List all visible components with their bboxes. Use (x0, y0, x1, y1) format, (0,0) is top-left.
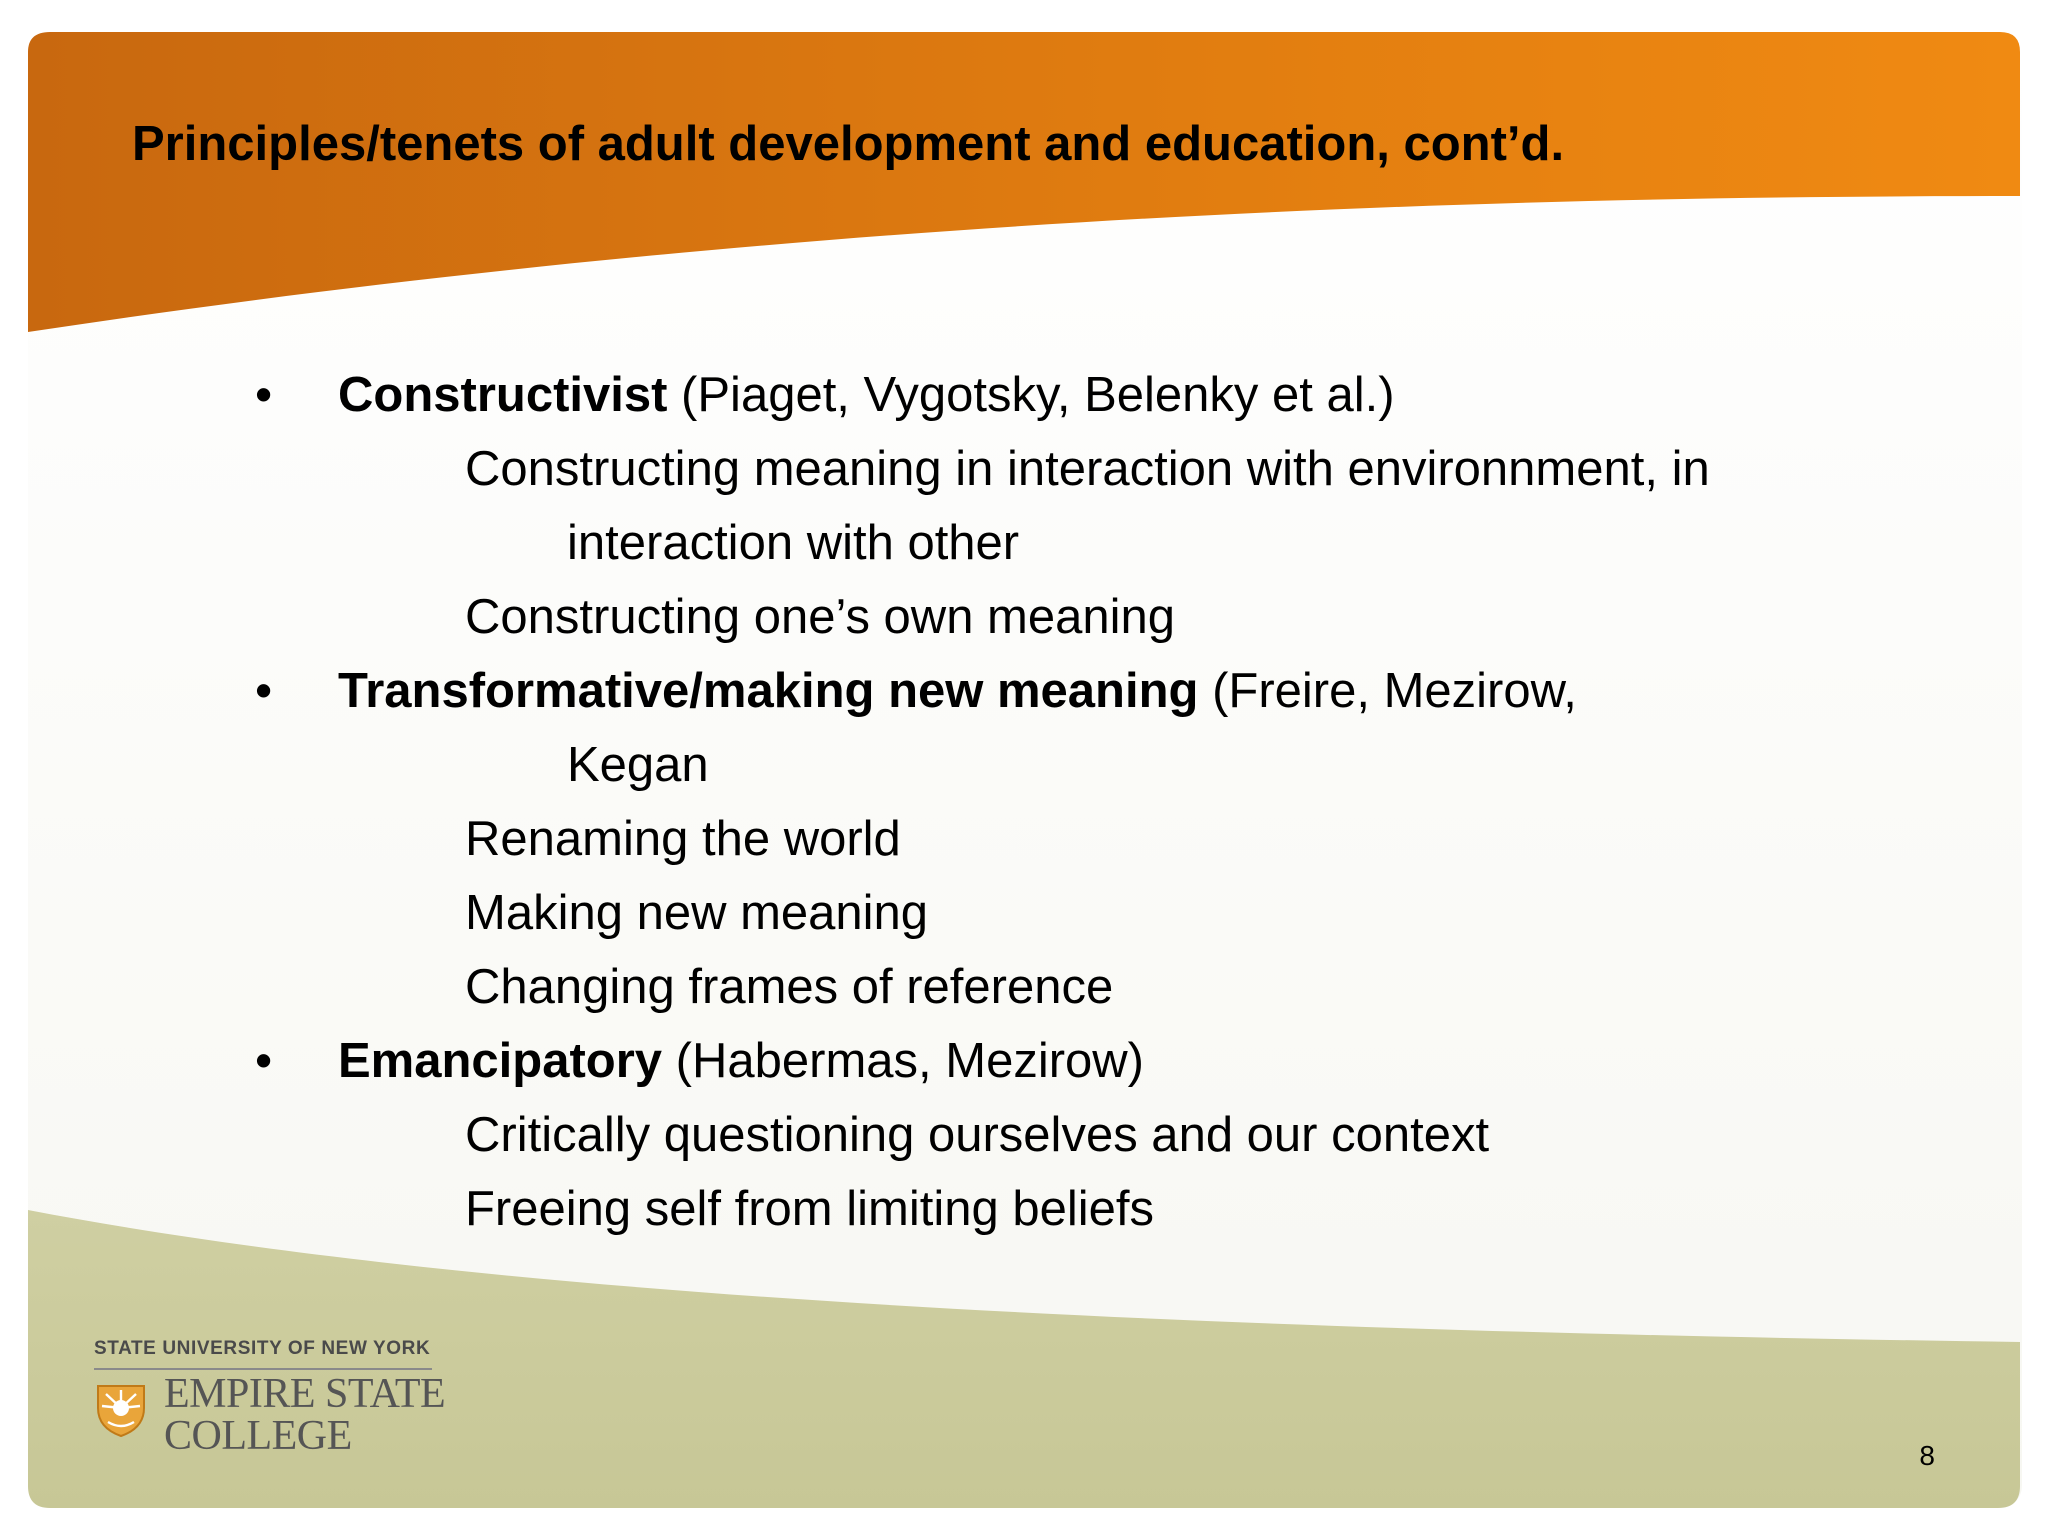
bullet-authors: (Piaget, Vygotsky, Belenky et al.) (667, 368, 1395, 422)
bullet-item-transformative (255, 654, 1895, 728)
bullet-continuation: Kegan (567, 738, 709, 792)
logo-name-line1: EMPIRE STATE (164, 1371, 446, 1417)
bullet-marker: • (255, 1034, 273, 1088)
slide-content (255, 358, 1895, 1246)
bullet-marker: • (255, 664, 273, 718)
bullet-text (338, 1024, 1144, 1098)
sunburst-shield-icon (94, 1378, 148, 1438)
sub-item: Critically questioning ourselves and our context (465, 1108, 1490, 1162)
sub-item: Constructing one’s own meaning (465, 590, 1176, 644)
logo-university-line: STATE UNIVERSITY OF NEW YORK (94, 1338, 431, 1359)
sub-item: Making new meaning (465, 886, 929, 940)
slide-title: Principles/tenets of adult development and education, cont’d. (132, 117, 1565, 171)
college-logo (92, 1336, 452, 1459)
sub-item: Changing frames of reference (465, 960, 1114, 1014)
bullet-heading: Emancipatory (338, 1034, 663, 1088)
bullet-text (338, 654, 1577, 728)
bullet-item-constructivist (255, 358, 1895, 432)
bullet-text (338, 358, 1395, 432)
bullet-heading: Constructivist (338, 368, 668, 422)
bullet-marker: • (255, 368, 273, 422)
bullet-item-emancipatory (255, 1024, 1895, 1098)
logo-name-line2: COLLEGE (164, 1413, 352, 1459)
bullet-heading: Transformative/making new meaning (338, 664, 1199, 718)
sub-item-continuation: interaction with other (567, 516, 1020, 570)
sub-item: Freeing self from limiting beliefs (465, 1182, 1154, 1236)
bullet-authors: (Freire, Mezirow, (1198, 664, 1577, 718)
bullet-authors: (Habermas, Mezirow) (662, 1034, 1144, 1088)
sub-item: Renaming the world (465, 812, 901, 866)
slide-number: 8 (1919, 1440, 1935, 1471)
sub-item: Constructing meaning in interaction with environnment, in (465, 442, 1710, 496)
